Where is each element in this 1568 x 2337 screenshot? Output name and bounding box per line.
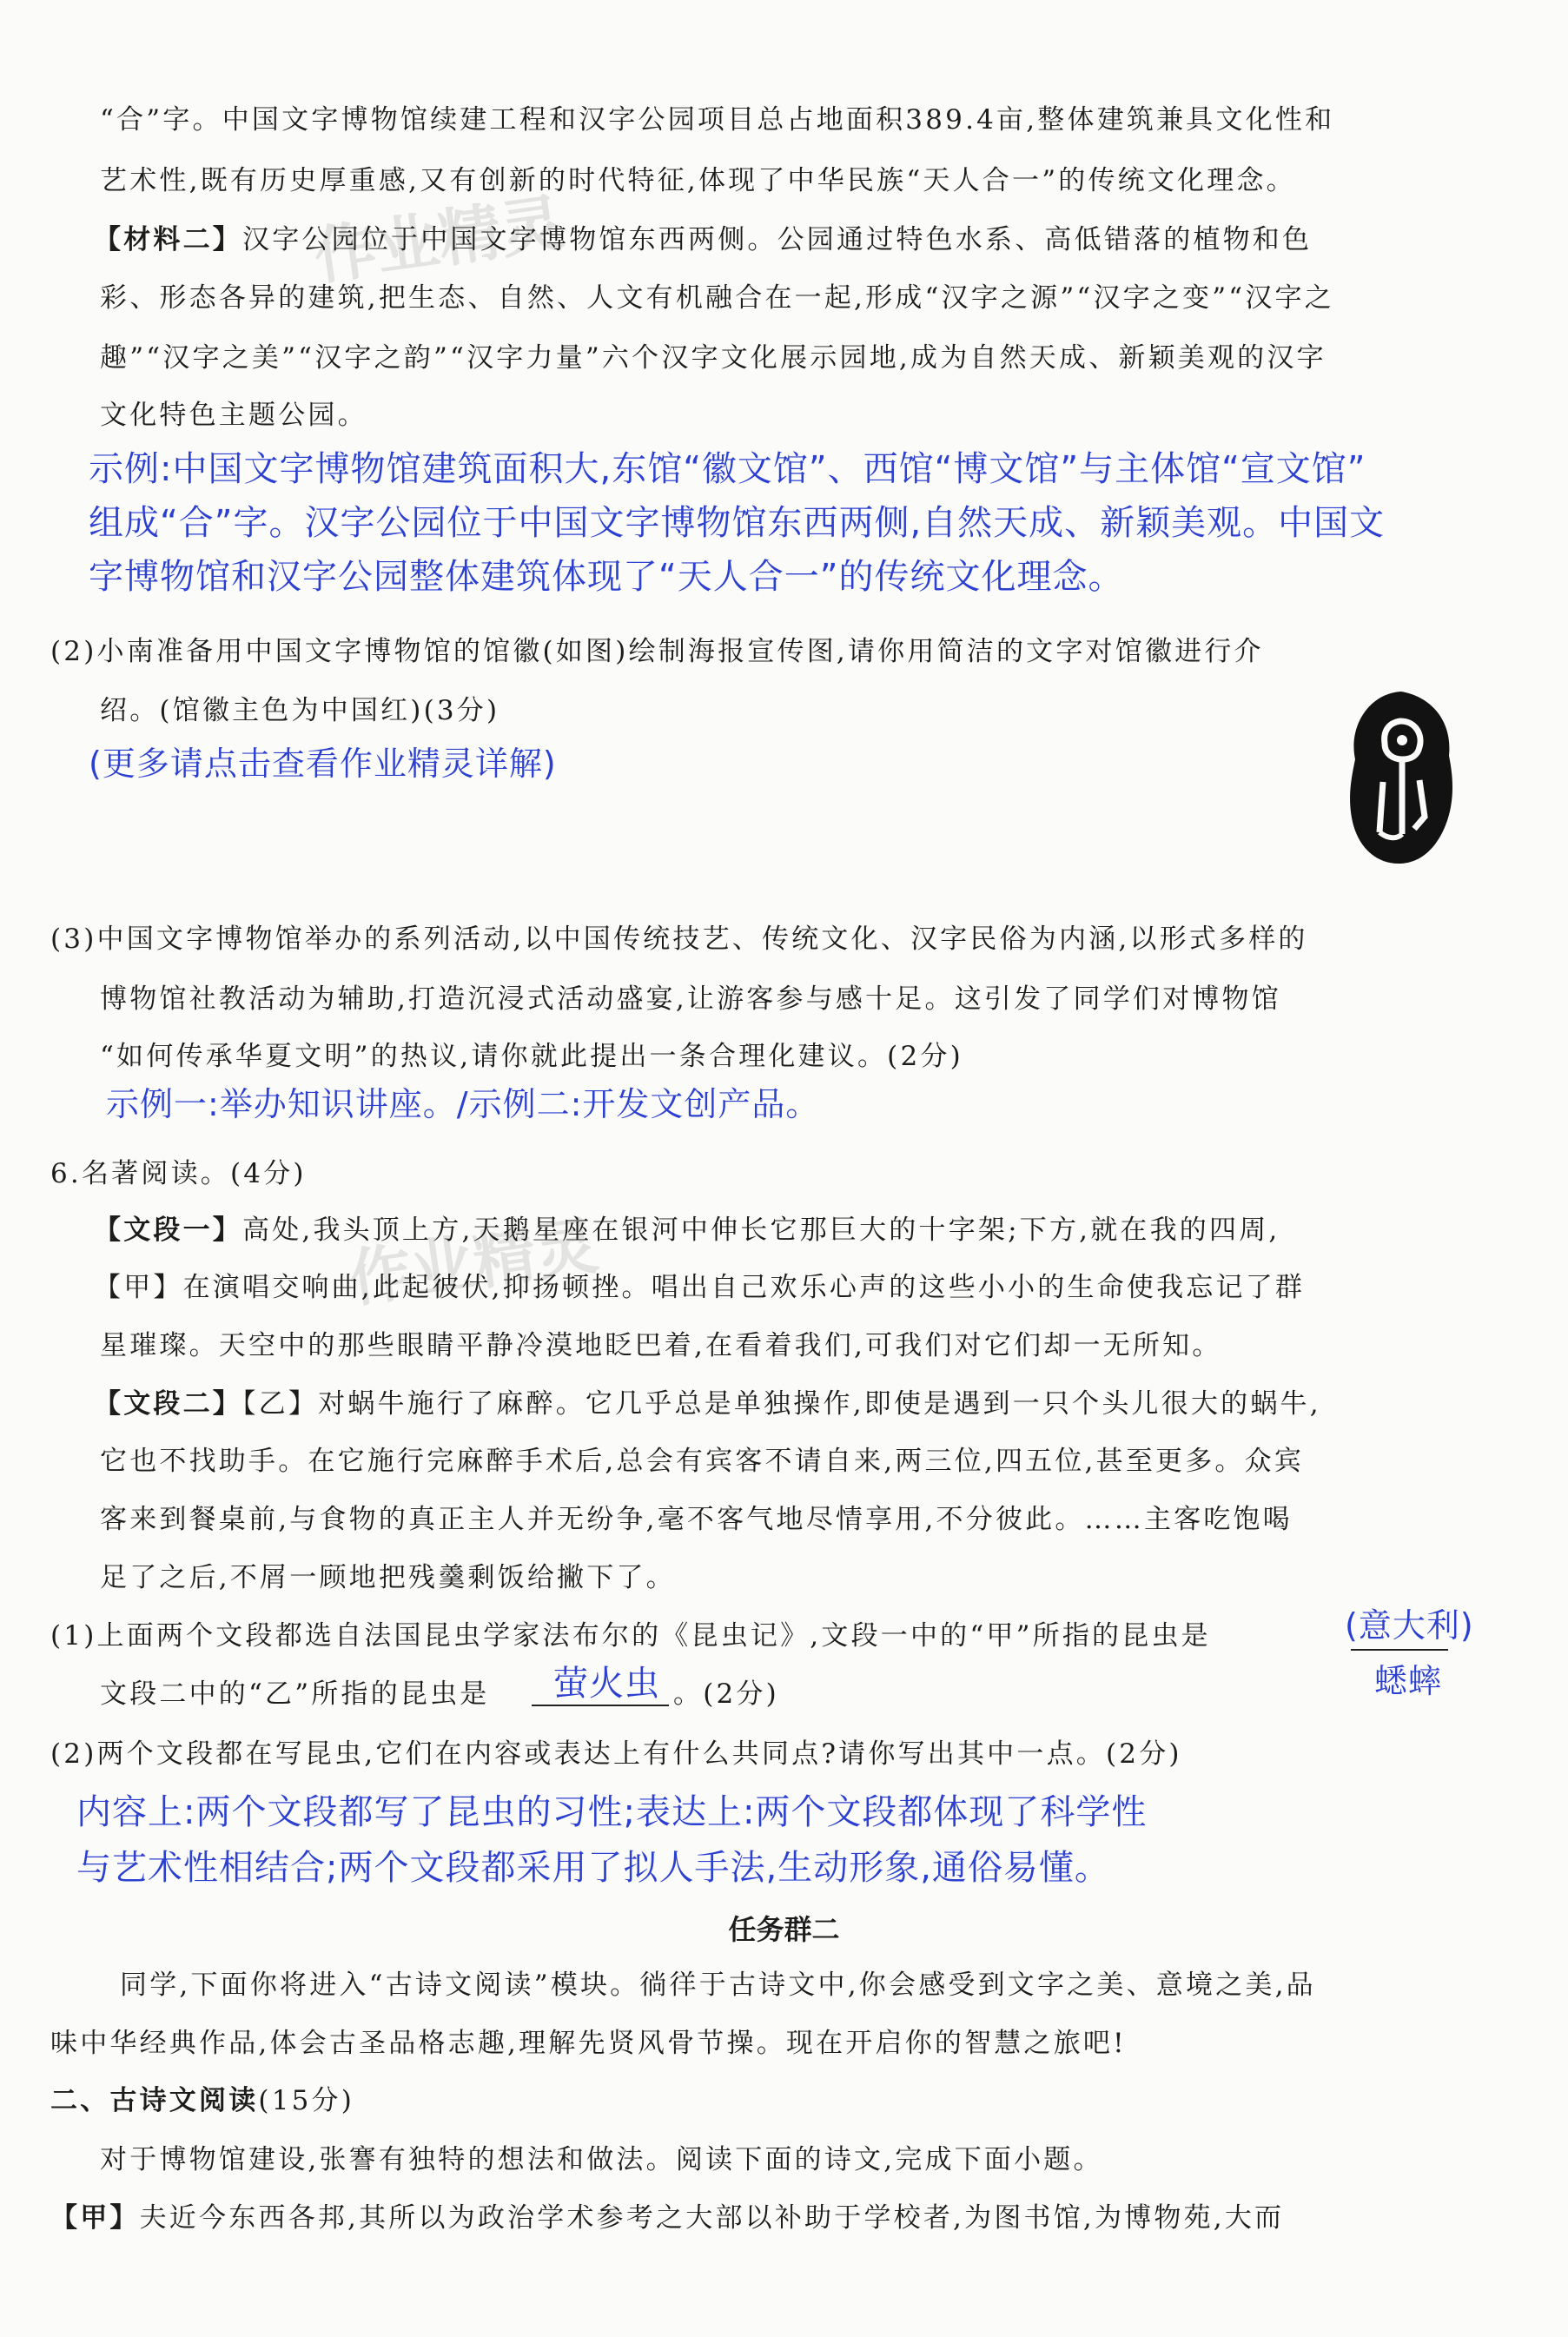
segment1-line: 星璀璨。天空中的那些眼睛平静冷漠地眨巴着,在看着我们,可我们对它们却一无所知。 [100,1330,1222,1361]
answer-sub2-line: 与艺术性相结合;两个文段都采用了拟人手法,生动形象,通俗易懂。 [76,1848,1110,1888]
question-2-cont: 绍。(馆徽主色为中国红)(3分) [100,695,500,726]
section2-title [50,2078,354,2117]
subquestion-2: (2)两个文段都在写昆虫,它们在内容或表达上有什么共同点?请你写出其中一点。(2分) [50,1738,1182,1770]
material2-label: 【材料二】 [94,224,242,255]
task-group-title: 任务群二 [728,1913,840,1946]
material1-line: “合”字。中国文字博物馆续建工程和汉字公园项目总占地面积389.4亩,整体建筑兼具文化性和 [100,104,1335,136]
material2-line [94,217,1312,256]
answer-jia-blank [1351,1649,1448,1651]
material2-text: 汉字公园位于中国文字博物馆东西两侧。公园通过特色水系、高低错落的植物和色 [242,224,1313,255]
segment2-line: 足了之后,不屑一顾地把残羹剩饭给撇下了。 [100,1562,676,1593]
question-3: (3)中国文字博物馆举办的系列活动,以中国传统技艺、传统文化、汉字民俗为内涵,以形式多样的 [50,924,1308,955]
answer1-line: 字博物馆和汉字公园整体建筑体现了“天人合一”的传统文化理念。 [89,557,1124,597]
poem-jia-text: 夫近今东西各邦,其所以为政治学术参考之大部以补助于学校者,为图书馆,为博物苑,大而 [139,2202,1285,2234]
answer1-line: 示例:中国文字博物馆建筑面积大,东馆“徽文馆”、西馆“博文馆”与主体馆“宣文馆” [89,449,1366,489]
material2-line: 趣”“汉字之美”“汉字之韵”“汉字力量”六个汉字文化展示园地,成为自然天成、新颖美观的汉字 [100,342,1327,374]
question-3-cont: “如何传承华夏文明”的热议,请你就此提出一条合理化建议。(2分) [100,1041,963,1072]
segment2-line: 它也不找助手。在它施行完麻醉手术后,总会有宾客不请自来,两三位,四五位,甚至更多。众宾 [100,1446,1305,1477]
answer3: 示例一:举办知识讲座。/示例二:开发文创产品。 [106,1085,820,1123]
question-3-cont: 博物馆社教活动为辅助,打造沉浸式活动盛宴,让游客参与感十足。这引发了同学们对博物馆 [100,983,1281,1015]
section2-score: (15分) [258,2085,355,2116]
task-group-intro: 同学,下面你将进入“古诗文阅读”模块。徜徉于古诗文中,你会感受到文字之美、意境之美,品 [120,1970,1316,2001]
answer-jia: (意大利) [1345,1606,1474,1645]
segment2-line: 客来到餐桌前,与食物的真正主人并无纷争,毫不客气地尽情享用,不分彼此。……主客吃饱喝 [100,1504,1293,1535]
segment1-text: 高处,我头顶上方,天鹅星座在银河中伸长它那巨大的十字架;下方,就在我的四周, [242,1215,1280,1246]
answer-jia-2: 蟋蟀 [1374,1662,1443,1700]
subquestion-1-score: 。(2分) [673,1678,779,1710]
answer1-line: 组成“合”字。汉字公园位于中国文字博物馆东西两侧,自然天成、新颖美观。中国文 [89,503,1386,543]
segment2-text: 【乙】对蜗牛施行了麻醉。它几乎总是单独操作,即使是遇到一只个头儿很大的蜗牛, [242,1388,1321,1420]
poem-jia-label: 【甲】 [50,2202,140,2234]
museum-emblem-icon [1345,686,1458,869]
material2-line: 文化特色主题公园。 [100,400,367,431]
subquestion-1: (1)上面两个文段都选自法国昆虫学家法布尔的《昆虫记》,文段一中的“甲”所指的昆虫是 [50,1620,1211,1652]
answer-sub2-line: 内容上:两个文段都写了昆虫的习性;表达上:两个文段都体现了科学性 [76,1792,1148,1832]
material1-line: 艺术性,既有历史厚重感,又有创新的时代特征,体现了中华民族“天人合一”的传统文化理念。 [100,165,1296,196]
question-6-title: 6.名著阅读。(4分) [50,1158,307,1189]
section2-heading: 二、古诗文阅读 [50,2085,259,2116]
answer-yi-blank [532,1705,669,1706]
segment2-label: 【文段二】 [94,1388,242,1420]
answer-yi: 萤火虫 [553,1664,660,1704]
task-group-intro: 味中华经典作品,体会古圣品格志趣,理解先贤风骨节操。现在开启你的智慧之旅吧! [50,2028,1127,2059]
segment1-line [94,1208,1280,1247]
watermark: 作业精灵 [344,1208,603,1316]
segment1-line: 【甲】在演唱交响曲,此起彼伏,抑扬顿挫。唱出自己欢乐心声的这些小小的生命使我忘记了群 [94,1272,1306,1303]
watermark: 作业精灵 [309,186,568,294]
answer2: (更多请点击查看作业精灵详解) [89,745,557,783]
segment1-label: 【文段一】 [94,1215,242,1246]
subquestion-1-cont: 文段二中的“乙”所指的昆虫是 [100,1678,490,1710]
material2-line: 彩、形态各异的建筑,把生态、自然、人文有机融合在一起,形成“汉字之源”“汉字之变”“汉字之 [100,282,1334,314]
poem-jia-line [50,2195,1284,2234]
question-2: (2)小南准备用中国文字博物馆的馆徽(如图)绘制海报宣传图,请你用简洁的文字对馆徽进行介 [50,636,1264,667]
segment2-line [94,1381,1321,1420]
section2-intro: 对于博物馆建设,张謇有独特的想法和做法。阅读下面的诗文,完成下面小题。 [100,2144,1103,2175]
